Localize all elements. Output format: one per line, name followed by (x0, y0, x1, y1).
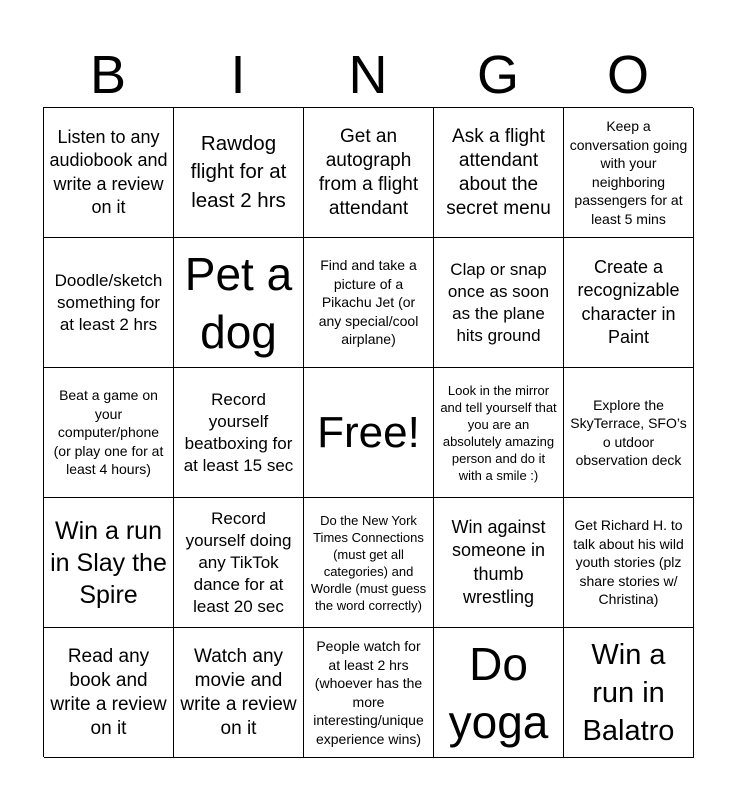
cell-text: Pet a dog (184, 247, 293, 358)
header-letter-o: O (606, 45, 649, 105)
bingo-cell-r5c3[interactable] (304, 628, 434, 758)
cell-text: Do yoga (448, 637, 549, 748)
bingo-cell-r3c5[interactable] (564, 368, 694, 498)
cell-text: Create a recognizable character in Paint (577, 256, 680, 347)
cell-text: Do the New York Times Connections (must get all categories) and Wordle (must guess the word correctly) (310, 512, 427, 613)
bingo-cell-r4c5[interactable] (564, 498, 694, 628)
bingo-cell-r1c1[interactable] (44, 108, 174, 238)
cell-text: Record yourself doing any TikTok dance for at least 20 sec (185, 508, 292, 616)
cell-text: Doodle/sketch something for at least 2 hrs (54, 270, 163, 334)
bingo-cell-r4c3[interactable] (304, 498, 434, 628)
cell-text: Find and take a picture of a Pikachu Jet (or any special/cool airplane) (318, 257, 419, 348)
bingo-cell-r2c4[interactable] (434, 238, 564, 368)
cell-text: Explore the SkyTerrace, SFO’s o utdoor observation deck (570, 396, 687, 468)
bingo-cell-r1c4[interactable] (434, 108, 564, 238)
bingo-cell-r5c1[interactable] (44, 628, 174, 758)
bingo-cell-r2c5[interactable] (564, 238, 694, 368)
bingo-header (43, 44, 693, 106)
cell-text: Rawdog flight for at least 2 hrs (190, 131, 287, 212)
cell-text: Clap or snap once as soon as the plane hits ground (447, 259, 550, 345)
bingo-cell-r4c1[interactable] (44, 498, 174, 628)
cell-text: People watch for at least 2 hrs (whoever has the more interesting/unique experience wins) (313, 638, 424, 747)
cell-text: Listen to any audiobook and write a review on it (49, 126, 168, 217)
bingo-cell-r3c2[interactable] (174, 368, 304, 498)
cell-text: Keep a conversation going with your neighboring passengers for at least 5 mins (569, 118, 688, 227)
bingo-cell-r1c3[interactable] (304, 108, 434, 238)
bingo-cell-r4c4[interactable] (434, 498, 564, 628)
bingo-cell-r3c3[interactable] (304, 368, 434, 498)
cell-text: Record yourself beatboxing for at least 15 sec (183, 389, 294, 475)
header-letter-n: N (348, 45, 388, 105)
bingo-cell-r5c2[interactable] (174, 628, 304, 758)
bingo-cell-r5c5[interactable] (564, 628, 694, 758)
bingo-cell-r3c4[interactable] (434, 368, 564, 498)
cell-text: Ask a flight attendant about the secret menu (446, 125, 551, 219)
cell-text: Get an autograph from a flight attendant (318, 125, 419, 219)
header-letter-g: G (476, 45, 519, 105)
free-space-text: Free! (317, 407, 420, 457)
cell-text: Win a run in Balatro (582, 638, 675, 747)
bingo-cell-r1c5[interactable] (564, 108, 694, 238)
bingo-cell-r3c1[interactable] (44, 368, 174, 498)
cell-text: Look in the mirror and tell yourself that you are an absolutely amazing person and do it with a smile :) (440, 382, 557, 483)
bingo-cell-r5c4[interactable] (434, 628, 564, 758)
cell-text: Win a run in Slay the Spire (50, 516, 167, 609)
header-letter-i: I (230, 45, 246, 105)
bingo-cell-r1c2[interactable] (174, 108, 304, 238)
bingo-cell-r2c1[interactable] (44, 238, 174, 368)
cell-text: Read any book and write a review on it (50, 645, 167, 739)
cell-text: Beat a game on your computer/phone (or play one for at least 4 hours) (53, 387, 164, 478)
bingo-cell-r2c3[interactable] (304, 238, 434, 368)
cell-text: Watch any movie and write a review on it (180, 645, 297, 739)
cell-text: Get Richard H. to talk about his wild youth stories (plz share stories w/ Christina) (573, 517, 684, 608)
header-letter-b: B (89, 45, 127, 105)
bingo-board (43, 107, 693, 757)
bingo-cell-r4c2[interactable] (174, 498, 304, 628)
cell-text: Win against someone in thumb wrestling (451, 516, 546, 607)
bingo-cell-r2c2[interactable] (174, 238, 304, 368)
